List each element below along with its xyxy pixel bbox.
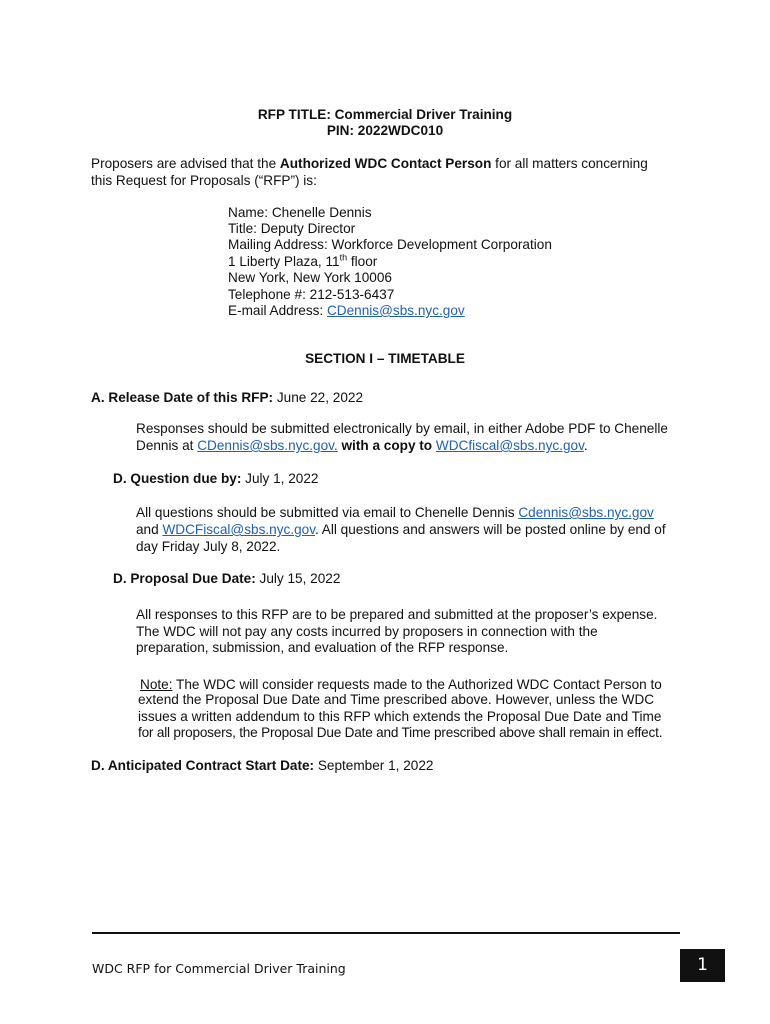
intro-line-1: Proposers are advised that the Authorized WDC Contact Person for all matters concerning: [91, 156, 648, 171]
proposal-paragraph-line-3: preparation, submission, and evaluation of the RFP response.: [136, 640, 509, 655]
contact-title: Title: Deputy Director: [228, 221, 356, 236]
note-line-1: Note: The WDC will consider requests made to the Authorized WDC Contact Person to: [140, 677, 662, 692]
rfp-title: RFP TITLE: Commercial Driver Training: [257, 107, 513, 122]
contact-email: E-mail Address: CDennis@sbs.nyc.gov: [228, 303, 465, 318]
proposal-paragraph-line-2: The WDC will not pay any costs incurred by proposers in connection with the: [136, 624, 598, 639]
cdennis-email-link[interactable]: CDennis@sbs.nyc.gov.: [197, 438, 338, 453]
footer-divider: [92, 932, 680, 934]
note-line-4: for all proposers, the Proposal Due Date and Time prescribed above shall remain in effect.: [138, 725, 663, 740]
proposal-due-item: D. Proposal Due Date: July 15, 2022: [113, 571, 341, 586]
note-label: Note:: [140, 677, 173, 692]
wdcfiscal-question-email-link[interactable]: WDCFiscal@sbs.nyc.gov: [162, 522, 315, 537]
note-line-2: extend the Proposal Due Date and Time prescribed above. However, unless the WDC: [138, 692, 655, 707]
question-paragraph-line-1: All questions should be submitted via email to Chenelle Dennis Cdennis@sbs.nyc.gov: [136, 505, 654, 520]
release-paragraph-line-2: Dennis at CDennis@sbs.nyc.gov. with a copy to WDCfiscal@sbs.nyc.gov.: [136, 438, 588, 453]
footer-text: WDC RFP for Commercial Driver Training: [92, 961, 346, 976]
wdcfiscal-email-link[interactable]: WDCfiscal@sbs.nyc.gov: [435, 438, 584, 453]
question-due-item: D. Question due by: July 1, 2022: [113, 471, 319, 486]
contact-address-line-1: 1 Liberty Plaza, 11th floor: [228, 252, 378, 269]
cdennis-question-email-link[interactable]: Cdennis@sbs.nyc.gov: [518, 505, 654, 520]
intro-line-2: this Request for Proposals (“RFP”) is:: [91, 173, 317, 188]
release-paragraph-line-1: Responses should be submitted electronically by email, in either Adobe PDF to Chenelle: [136, 421, 668, 436]
note-line-3: issues a written addendum to this RFP which extends the Proposal Due Date and Time: [138, 709, 662, 724]
page-number: 1: [697, 955, 708, 976]
contact-name: Name: Chenelle Dennis: [228, 205, 372, 220]
contact-telephone: Telephone #: 212-513-6437: [228, 287, 395, 302]
contract-start-item: D. Anticipated Contract Start Date: September 1, 2022: [91, 758, 434, 773]
contact-mailing-address: Mailing Address: Workforce Development Corporation: [228, 237, 552, 252]
contact-email-link[interactable]: CDennis@sbs.nyc.gov: [326, 303, 465, 318]
section-heading: SECTION I – TIMETABLE: [305, 351, 465, 366]
question-paragraph-line-3: day Friday July 8, 2022.: [136, 539, 281, 554]
release-date-item: A. Release Date of this RFP: June 22, 2022: [91, 390, 364, 405]
proposal-paragraph-line-1: All responses to this RFP are to be prepared and submitted at the proposer’s expense.: [136, 607, 658, 622]
contact-address-line-2: New York, New York 10006: [228, 270, 392, 285]
page-number-badge: [680, 949, 725, 982]
rfp-pin: PIN: 2022WDC010: [326, 123, 444, 138]
question-paragraph-line-2: and WDCFiscal@sbs.nyc.gov. All questions and answers will be posted online by end of: [136, 522, 666, 537]
